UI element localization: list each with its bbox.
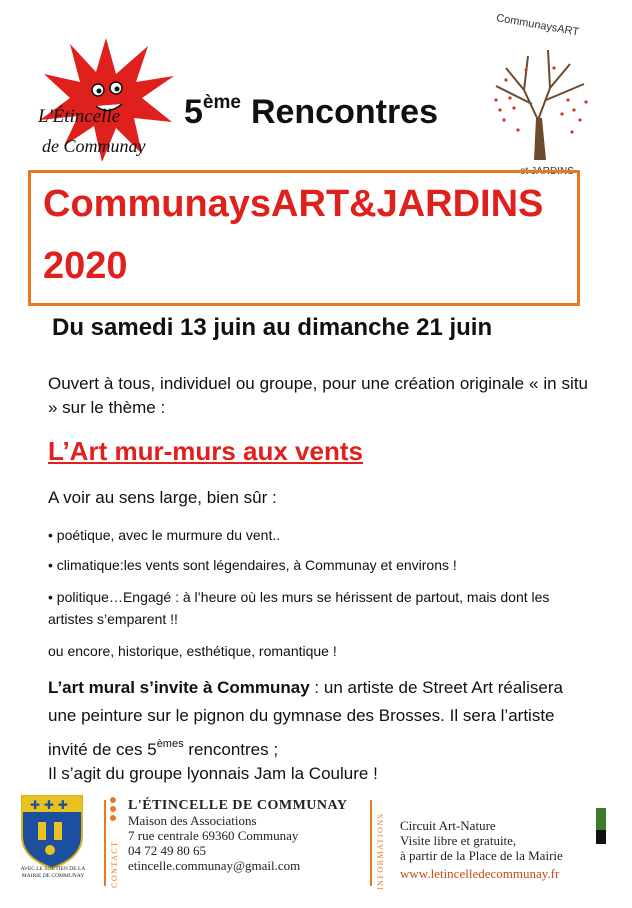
bullet-encore: ou encore, historique, esthétique, romantique ! bbox=[48, 643, 337, 659]
voir-paragraph: A voir au sens large, bien sûr : bbox=[48, 488, 277, 507]
svg-text:✚ ✚ ✚: ✚ ✚ ✚ bbox=[30, 798, 68, 812]
headline-word: Rencontres bbox=[250, 93, 439, 131]
contact-address2: 7 rue centrale 69360 Communay bbox=[128, 828, 299, 843]
contact-email[interactable]: etincelle.communay@gmail.com bbox=[128, 858, 301, 873]
etincelle-logo bbox=[36, 36, 176, 164]
headline-rencontres bbox=[184, 92, 438, 132]
mural-bold: L’art mural s’invite à Communay bbox=[48, 678, 310, 697]
contact-dots bbox=[110, 797, 116, 824]
info-line3: à partir de la Place de la Mairie bbox=[400, 848, 563, 863]
crest-caption: AVEC LE SOUTIEN DE LA MAIRIE DE COMMUNAY bbox=[20, 866, 86, 879]
headline-ordinal: 5 bbox=[184, 93, 203, 131]
mural-rest: : un artiste de Street Art réalisera une peinture sur le pignon du gymnase des Brosses. Il sera l’artiste invité de ces 5 bbox=[48, 678, 563, 759]
contact-org: L'ÉTINCELLE DE COMMUNAY bbox=[128, 798, 348, 813]
contact-block bbox=[128, 798, 347, 873]
mural-paragraph bbox=[48, 674, 594, 764]
contact-divider bbox=[104, 800, 106, 886]
bullet-poetique: • poétique, avec le murmure du vent.. bbox=[48, 527, 281, 543]
logo-right-top: CommunaysART bbox=[495, 12, 580, 39]
corner-color-mark bbox=[596, 808, 606, 844]
info-block bbox=[400, 818, 563, 881]
mural-end: rencontres ; bbox=[183, 740, 279, 759]
info-label: INFORMATIONS bbox=[376, 812, 385, 890]
title-box bbox=[28, 170, 580, 306]
communaysart-tree-logo bbox=[476, 10, 606, 180]
info-divider bbox=[370, 800, 372, 886]
info-line1: Circuit Art-Nature bbox=[400, 818, 496, 833]
info-line2: Visite libre et gratuite, bbox=[400, 833, 517, 848]
headline-ordinal-suffix: ème bbox=[202, 92, 241, 113]
bullet-politique: • politique…Engagé : à l’heure où les murs se hérissent de partout, mais dont les artistes s’emparent !! bbox=[48, 589, 550, 627]
mural-sup: èmes bbox=[156, 738, 184, 750]
event-title: CommunaysART&JARDINS bbox=[43, 183, 544, 225]
logo-right-bottom: et JARDINS bbox=[520, 166, 574, 177]
bullet-climatique: • climatique:les vents sont légendaires, à Communay et environs ! bbox=[48, 557, 457, 573]
contact-phone: 04 72 49 80 65 bbox=[128, 843, 206, 858]
event-year: 2020 bbox=[43, 245, 128, 287]
website-link[interactable]: www.letincelledecommunay.fr bbox=[400, 866, 560, 881]
theme-heading: L’Art mur-murs aux vents bbox=[48, 436, 363, 466]
logo-left-line2: de Communay bbox=[42, 136, 146, 156]
contact-label: CONTACT bbox=[110, 840, 119, 888]
intro-paragraph: Ouvert à tous, individuel ou groupe, pour une création originale « in situ » sur le thème : bbox=[48, 374, 588, 417]
jam-paragraph: Il s’agit du groupe lyonnais Jam la Coulure ! bbox=[48, 764, 378, 783]
logo-left-line1: L'Étincelle bbox=[38, 106, 121, 127]
event-dates: Du samedi 13 juin au dimanche 21 juin bbox=[52, 314, 493, 341]
contact-address1: Maison des Associations bbox=[128, 813, 257, 828]
